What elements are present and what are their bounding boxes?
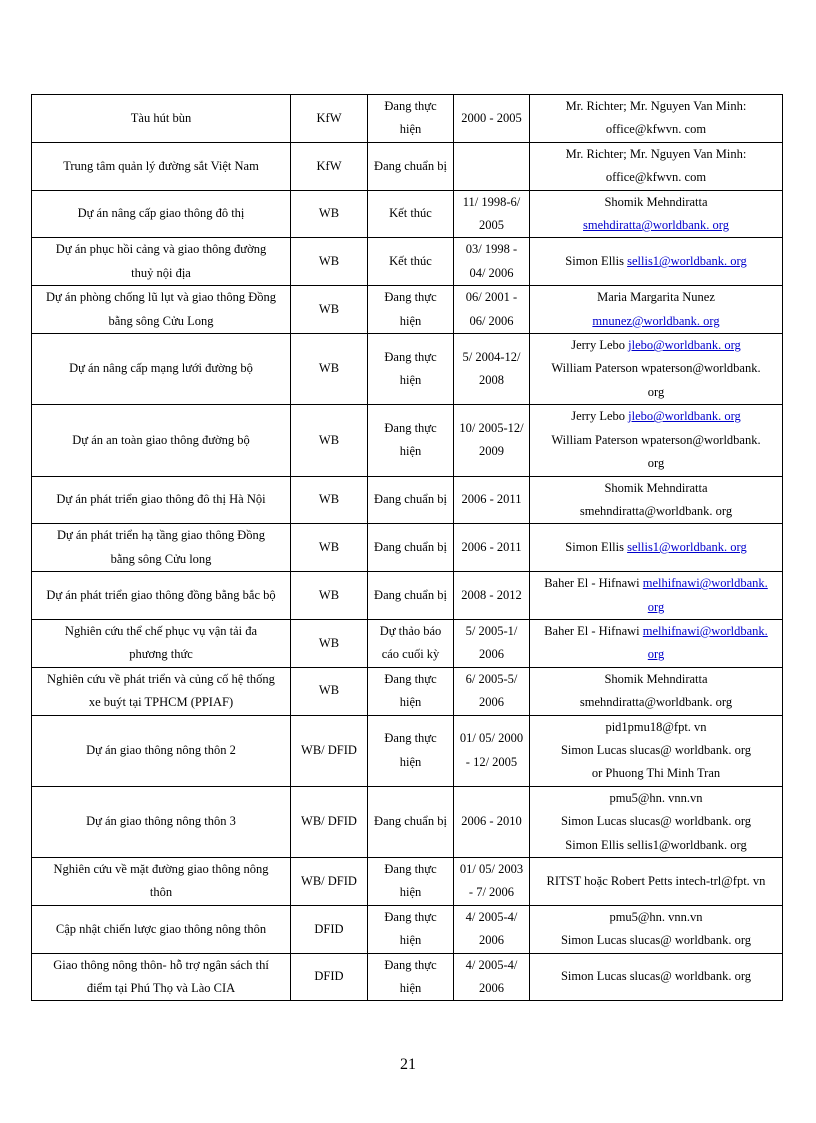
period-line: - 7/ 2006 <box>468 885 515 900</box>
contact-line <box>532 429 780 452</box>
project-line: phương thức <box>129 647 193 662</box>
project-line: Dự án giao thông nông thôn 3 <box>86 814 236 829</box>
status-line: Đang thực <box>384 420 437 435</box>
status-cell <box>368 715 454 786</box>
contact-text: Shomik Mehndiratta <box>604 480 708 495</box>
contact-cell <box>530 715 783 786</box>
contact-text: Simon Ellis sellis1@worldbank. org <box>565 837 747 852</box>
project-line: Dự án phát triển hạ tầng giao thông Đồng <box>56 528 266 543</box>
period-cell <box>454 334 530 405</box>
period-line: 2008 <box>479 373 504 388</box>
status-cell <box>368 334 454 405</box>
contact-cell <box>530 142 783 190</box>
donor-text: DFID <box>314 921 344 936</box>
contact-cell <box>530 619 783 667</box>
donor-cell <box>291 524 368 572</box>
contact-line <box>532 536 780 559</box>
table-row <box>32 142 783 190</box>
contact-line <box>532 191 780 214</box>
contact-line <box>532 810 780 833</box>
contact-text: Mr. Richter; Mr. Nguyen Van Minh: <box>565 146 747 161</box>
email-link[interactable]: org <box>647 647 665 662</box>
period-line: 2000 - 2005 <box>461 110 522 125</box>
project-line: bằng sông Cửu Long <box>108 313 214 328</box>
project-name-cell <box>32 905 291 953</box>
table-row <box>32 476 783 524</box>
period-line: 2006 <box>479 933 504 948</box>
donor-text: WB <box>318 683 340 698</box>
project-name-cell <box>32 858 291 906</box>
donor-text: KfW <box>316 110 342 125</box>
contact-line <box>532 250 780 273</box>
period-line: 10/ 2005-12/ <box>459 420 524 435</box>
period-cell <box>454 142 530 190</box>
contact-line <box>532 357 780 380</box>
status-cell <box>368 142 454 190</box>
period-line: 6/ 2005-5/ <box>465 671 518 686</box>
period-cell <box>454 786 530 857</box>
contact-text: RITST hoặc Robert Petts intech-trl@fpt. vn <box>546 873 766 888</box>
status-line: Đang chuẩn bị <box>374 587 447 602</box>
status-line: Đang thực <box>384 957 437 972</box>
donor-text: WB <box>318 361 340 376</box>
donor-cell <box>291 858 368 906</box>
table-row <box>32 715 783 786</box>
email-link[interactable]: jlebo@worldbank. org <box>628 338 741 353</box>
donor-text: KfW <box>316 158 342 173</box>
contact-line <box>532 762 780 785</box>
donor-text: WB <box>318 635 340 650</box>
donor-cell <box>291 476 368 524</box>
contact-line <box>532 691 780 714</box>
period-cell <box>454 286 530 334</box>
contact-line <box>532 906 780 929</box>
status-cell <box>368 405 454 476</box>
status-cell <box>368 667 454 715</box>
contact-text: Simon Ellis <box>565 540 628 555</box>
period-line: 2006 <box>479 981 504 996</box>
contact-text: org <box>647 456 665 471</box>
status-line: Đang thực <box>384 731 437 746</box>
donor-text: DFID <box>314 969 344 984</box>
contact-text: office@kfwvn. com <box>605 122 707 137</box>
project-line: Dự án giao thông nông thôn 2 <box>86 742 236 757</box>
contact-line <box>532 620 780 643</box>
project-line: Dự án nâng cấp mạng lưới đường bộ <box>69 361 253 376</box>
contact-text: pmu5@hn. vnn.vn <box>609 790 703 805</box>
donor-text: WB/ DFID <box>301 873 357 888</box>
contact-line <box>532 452 780 475</box>
table-row <box>32 286 783 334</box>
period-cell <box>454 238 530 286</box>
project-name-cell <box>32 334 291 405</box>
period-line: - 12/ 2005 <box>465 754 518 769</box>
contact-text: or Phuong Thi Minh Tran <box>591 766 721 781</box>
period-cell <box>454 95 530 143</box>
contact-line <box>532 929 780 952</box>
table-row <box>32 95 783 143</box>
contact-line <box>532 477 780 500</box>
contact-text: Simon Ellis <box>565 254 628 269</box>
period-line: 2006 <box>479 647 504 662</box>
email-link[interactable]: org <box>647 599 665 614</box>
contact-line <box>532 214 780 237</box>
status-line: hiện <box>399 313 422 328</box>
project-name-cell <box>32 524 291 572</box>
status-line: Đang thực <box>384 862 437 876</box>
period-line: 06/ 2006 <box>469 313 514 328</box>
project-name-cell <box>32 953 291 1001</box>
period-line: 2008 - 2012 <box>461 587 522 602</box>
contact-text: Simon Lucas slucas@ worldbank. org <box>560 933 752 948</box>
donor-cell <box>291 572 368 620</box>
project-line: điểm tại Phú Thọ và Lào CIA <box>86 981 236 996</box>
status-line: Đang thực <box>384 349 437 364</box>
project-line: Dự án an toàn giao thông đường bộ <box>72 432 250 447</box>
contact-cell <box>530 572 783 620</box>
project-line: Dự án nâng cấp giao thông đô thị <box>77 206 245 221</box>
contact-line <box>532 643 780 666</box>
donor-text: WB/ DFID <box>301 742 357 757</box>
contact-line <box>532 310 780 333</box>
status-line: hiện <box>399 122 422 137</box>
contact-text: org <box>647 384 665 399</box>
table-row <box>32 238 783 286</box>
period-line: 2006 <box>479 695 504 710</box>
project-line: Nghiên cứu về phát triển và củng cố hệ thống <box>47 671 275 686</box>
status-cell <box>368 238 454 286</box>
table-row <box>32 524 783 572</box>
project-name-cell <box>32 715 291 786</box>
donor-cell <box>291 715 368 786</box>
contact-line <box>532 381 780 404</box>
contact-cell <box>530 524 783 572</box>
contact-text: Baher El - Hifnawi <box>544 623 643 638</box>
contact-line <box>532 118 780 141</box>
project-name-cell <box>32 286 291 334</box>
donor-text: WB/ DFID <box>301 814 357 829</box>
project-line: Giao thông nông thôn- hỗ trợ ngân sách thí <box>53 957 269 972</box>
period-line: 03/ 1998 - <box>465 242 518 257</box>
status-line: Đang chuẩn bị <box>374 814 447 829</box>
status-cell <box>368 619 454 667</box>
email-link[interactable]: melhifnawi@worldbank. <box>642 576 768 591</box>
donor-cell <box>291 334 368 405</box>
contact-line <box>532 166 780 189</box>
contact-text: Mr. Richter; Mr. Nguyen Van Minh: <box>565 99 747 113</box>
contact-line <box>532 965 780 988</box>
donor-cell <box>291 190 368 238</box>
project-name-cell <box>32 619 291 667</box>
contact-cell <box>530 667 783 715</box>
contact-line <box>532 500 780 523</box>
contact-text: Baher El - Hifnawi <box>544 576 643 591</box>
project-line: Tàu hút bùn <box>130 110 192 125</box>
donor-cell <box>291 238 368 286</box>
status-line: Đang chuẩn bị <box>374 540 447 555</box>
email-link[interactable]: jlebo@worldbank. org <box>628 409 741 424</box>
donor-text: WB <box>318 587 340 602</box>
email-link[interactable]: mnunez@worldbank. org <box>592 313 720 328</box>
period-cell <box>454 572 530 620</box>
contact-line <box>532 870 780 893</box>
period-line: 4/ 2005-4/ <box>465 957 518 972</box>
contact-cell <box>530 905 783 953</box>
period-line: 2006 - 2011 <box>461 492 522 507</box>
project-line: Dự án phát triển giao thông đô thị Hà Nội <box>56 492 266 507</box>
period-line: 01/ 05/ 2000 <box>459 731 524 746</box>
contact-line <box>532 716 780 739</box>
status-cell <box>368 190 454 238</box>
contact-cell <box>530 405 783 476</box>
contact-text: Maria Margarita Nunez <box>597 290 715 305</box>
project-name-cell <box>32 95 291 143</box>
period-line: 06/ 2001 - <box>465 290 518 305</box>
email-link[interactable]: melhifnawi@worldbank. <box>642 623 768 638</box>
status-cell <box>368 286 454 334</box>
status-line: Đang thực <box>384 909 437 924</box>
table-row <box>32 667 783 715</box>
contact-text: Simon Lucas slucas@ worldbank. org <box>560 969 752 984</box>
status-line: hiện <box>399 444 422 459</box>
contact-text: Jerry Lebo <box>571 409 629 424</box>
period-cell <box>454 405 530 476</box>
donor-cell <box>291 286 368 334</box>
status-line: Kết thúc <box>389 206 432 221</box>
donor-text: WB <box>318 254 340 269</box>
contact-text: Jerry Lebo <box>571 338 629 353</box>
table-row <box>32 334 783 405</box>
contact-cell <box>530 95 783 143</box>
status-cell <box>368 858 454 906</box>
status-cell <box>368 953 454 1001</box>
project-line: Dự án phục hồi cảng và giao thông đường <box>55 242 267 257</box>
contact-cell <box>530 953 783 1001</box>
status-cell <box>368 476 454 524</box>
donor-cell <box>291 142 368 190</box>
donor-cell <box>291 667 368 715</box>
email-link[interactable]: sellis1@worldbank. org <box>627 254 747 269</box>
project-table-body <box>32 95 783 1001</box>
contact-text: Shomik Mehndiratta <box>604 671 708 686</box>
status-line: Kết thúc <box>389 254 432 269</box>
status-line: hiện <box>399 981 422 996</box>
project-line: thôn <box>149 885 173 900</box>
status-cell <box>368 905 454 953</box>
donor-cell <box>291 953 368 1001</box>
project-name-cell <box>32 476 291 524</box>
period-line: 4/ 2005-4/ <box>465 909 518 924</box>
project-line: Dự án phát triển giao thông đồng bằng bắc bộ <box>46 587 276 602</box>
status-line: cáo cuối kỳ <box>381 647 440 662</box>
donor-text: WB <box>318 540 340 555</box>
status-line: Dự thảo báo <box>379 623 442 638</box>
contact-cell <box>530 476 783 524</box>
project-table <box>31 94 783 1001</box>
donor-cell <box>291 905 368 953</box>
status-line: hiện <box>399 373 422 388</box>
project-line: bằng sông Cửu long <box>110 551 212 566</box>
period-line: 2009 <box>479 444 504 459</box>
donor-cell <box>291 619 368 667</box>
status-line: hiện <box>399 754 422 769</box>
project-name-cell <box>32 572 291 620</box>
contact-cell <box>530 190 783 238</box>
contact-text: office@kfwvn. com <box>605 170 707 185</box>
status-line: Đang chuẩn bị <box>374 158 447 173</box>
status-line: Đang thực <box>384 671 437 686</box>
contact-text: Simon Lucas slucas@ worldbank. org <box>560 742 752 757</box>
project-name-cell <box>32 238 291 286</box>
table-row <box>32 619 783 667</box>
period-cell <box>454 667 530 715</box>
contact-line <box>532 572 780 595</box>
contact-cell <box>530 238 783 286</box>
status-line: Đang chuẩn bị <box>374 492 447 507</box>
contact-cell <box>530 786 783 857</box>
donor-text: WB <box>318 432 340 447</box>
table-row <box>32 953 783 1001</box>
project-name-cell <box>32 405 291 476</box>
donor-text: WB <box>318 206 340 221</box>
contact-text: William Paterson wpaterson@worldbank. <box>551 361 761 376</box>
contact-text: Simon Lucas slucas@ worldbank. org <box>560 814 752 829</box>
donor-text: WB <box>318 301 340 316</box>
project-name-cell <box>32 190 291 238</box>
contact-line <box>532 596 780 619</box>
project-name-cell <box>32 142 291 190</box>
status-line: hiện <box>399 885 422 900</box>
period-cell <box>454 953 530 1001</box>
contact-cell <box>530 334 783 405</box>
donor-cell <box>291 95 368 143</box>
contact-text: pmu5@hn. vnn.vn <box>609 909 703 924</box>
table-row <box>32 786 783 857</box>
period-line: 5/ 2004-12/ <box>462 349 521 364</box>
contact-line <box>532 286 780 309</box>
table-row <box>32 858 783 906</box>
status-cell <box>368 786 454 857</box>
contact-line <box>532 95 780 118</box>
contact-text: William Paterson wpaterson@worldbank. <box>551 432 761 447</box>
contact-line <box>532 334 780 357</box>
table-row <box>32 905 783 953</box>
status-cell <box>368 524 454 572</box>
period-line: 5/ 2005-1/ <box>465 623 518 638</box>
contact-text: pid1pmu18@fpt. vn <box>605 719 707 734</box>
contact-line <box>532 143 780 166</box>
contact-text: Shomik Mehndiratta <box>604 194 708 209</box>
period-line: 2006 - 2010 <box>461 814 522 829</box>
period-cell <box>454 905 530 953</box>
project-line: xe buýt tại TPHCM (PPIAF) <box>88 695 234 710</box>
contact-text: smehndiratta@worldbank. org <box>579 695 733 710</box>
period-line: 11/ 1998-6/ <box>462 194 521 209</box>
contact-line <box>532 405 780 428</box>
project-line: Trung tâm quản lý đường sắt Việt Nam <box>63 158 259 173</box>
contact-cell <box>530 286 783 334</box>
table-row <box>32 190 783 238</box>
period-cell <box>454 524 530 572</box>
project-line: Cập nhật chiến lược giao thông nông thôn <box>55 921 267 936</box>
status-cell <box>368 95 454 143</box>
period-line: 04/ 2006 <box>469 265 514 280</box>
period-cell <box>454 190 530 238</box>
page-number: 21 <box>400 1056 416 1073</box>
project-line: thuỷ nội địa <box>131 265 191 280</box>
donor-cell <box>291 786 368 857</box>
status-cell <box>368 572 454 620</box>
contact-cell <box>530 858 783 906</box>
period-line: 2005 <box>479 218 504 233</box>
contact-line <box>532 739 780 762</box>
donor-text: WB <box>318 492 340 507</box>
status-line: Đang thực <box>384 99 437 113</box>
project-name-cell <box>32 667 291 715</box>
project-name-cell <box>32 786 291 857</box>
contact-line <box>532 787 780 810</box>
contact-text: smehndiratta@worldbank. org <box>579 503 733 518</box>
status-line: hiện <box>399 933 422 948</box>
donor-cell <box>291 405 368 476</box>
contact-line <box>532 668 780 691</box>
period-cell <box>454 476 530 524</box>
period-line: 01/ 05/ 2003 <box>459 862 524 876</box>
project-line: Nghiên cứu về mặt đường giao thông nông <box>53 862 269 876</box>
project-line: Dự án phòng chống lũ lụt và giao thông Đồng <box>45 290 276 305</box>
period-cell <box>454 858 530 906</box>
status-line: Đang thực <box>384 290 437 305</box>
period-line: 2006 - 2011 <box>461 540 522 555</box>
email-link[interactable]: sellis1@worldbank. org <box>627 540 747 555</box>
status-line: hiện <box>399 695 422 710</box>
project-line: Nghiên cứu thể chế phục vụ vận tải đa <box>64 623 258 638</box>
table-row <box>32 572 783 620</box>
contact-line <box>532 834 780 857</box>
period-cell <box>454 715 530 786</box>
period-cell <box>454 619 530 667</box>
table-row <box>32 405 783 476</box>
email-link[interactable]: smehdiratta@worldbank. org <box>583 218 729 233</box>
